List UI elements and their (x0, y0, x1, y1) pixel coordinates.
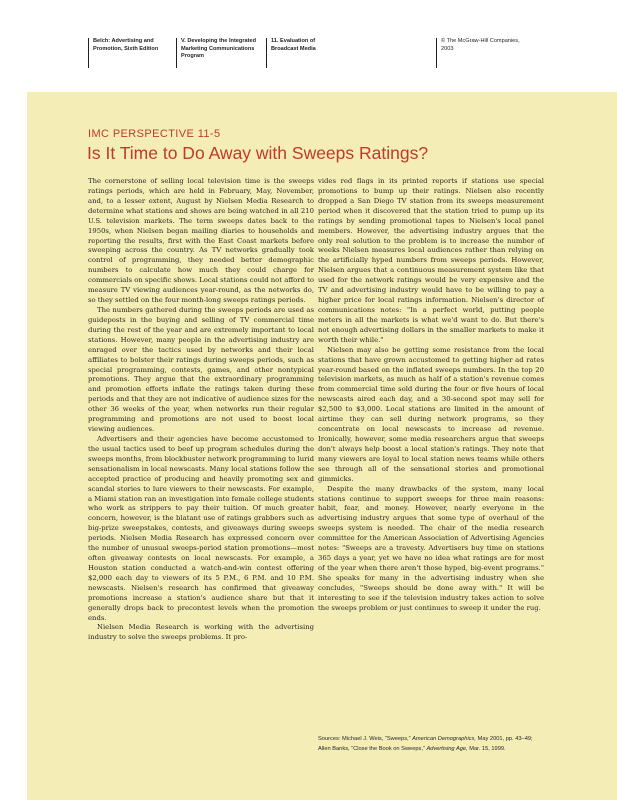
source-1-details: May 2001, pp. 43–49; Allen Banks, “Close the Book on Sweeps,” (318, 736, 533, 752)
article-paragraph: The cornerstone of selling local television time is the sweeps ratings periods, which are held in February, May, November, and, to a lesser extent, August by Nielsen Media Research to determine what stations and shows are being watched in all 210 U.S. television markets. The term sweeps dates back to the 1950s, when Nielsen began mailing diaries to households and reporting the results, first with the East Coast markets before sweeping across the country. As TV networks gradually took control of programming, they needed better demographic numbers to calculate how much they could charge for commercials on specific shows. Local stations could not afford to measure TV viewing audiences year-round, as the networks do, so they settled on the four month-long sweeps ratings periods. (88, 177, 314, 305)
article-column-left (88, 177, 314, 643)
article-paragraph: Despite the many drawbacks of the system, many local stations continue to support sweeps for three main reasons: habit, fear, and money. However, nearly everyone in the advertising industry argues that some type of overhaul of the sweeps system is needed. The chair of the media research committee for the American Association of Advertising Agencies notes: "Sweeps are a travesty. Advertisers buy time on stations 365 days a year, yet we have no idea what ratings are for most of the year when there aren't those hyped, big-event programs." She speaks for many in the advertising industry when she concludes, "Sweeps should be done away with." It will be interesting to see if the television industry takes action to solve the sweeps problem or just continues to sweep it under the rug. (318, 484, 544, 612)
article-paragraph: vides red flags in its printed reports if stations use special promotions to bump up their ratings. Nielsen also recently dropped a San Diego TV station from its sweeps measurement period when it discovered that the station tried to pump up its ratings by sending promotional tapes to Nielsen's local panel members. However, the advertising industry argues that the only real solution to the problem is to increase the number of weeks Nielsen measures local audiences rather than relying on the artificially hyped numbers from sweeps periods. However, Nielsen argues that a continuous measurement system like that used for the network ratings would be very expensive and the TV and advertising industry would have to be willing to pay a higher price for local ratings information. Nielsen's director of communications notes: "In a perfect world, putting people meters in all the markets is what we'd want to do. But there's not enough advertising dollars in the smaller markets to make it worth their while." (318, 177, 544, 344)
header-copyright: © The McGraw-Hill Companies, 2003 (436, 38, 532, 68)
header-part: V. Developing the Integrated Marketing Communications Program (176, 38, 266, 68)
running-header (88, 38, 532, 68)
article-column-right (318, 177, 544, 614)
article-paragraph: Nielsen Media Research is working with the advertising industry to solve the sweeps problems. It pro- (88, 623, 314, 642)
sources-note (318, 735, 544, 754)
source-2-details: Mar. 15, 1999. (469, 745, 506, 752)
header-chapter: 11. Evaluation of Broadcast Media (266, 38, 344, 68)
source-1-author: Michael J. Weis, “Sweeps,” (342, 736, 411, 742)
article-paragraph: The numbers gathered during the sweeps periods are used as guideposts in the buying and selling of TV commercial time during the rest of the year and are extremely important to local stations. However, many people in the advertising industry are enraged over the tactics used by networks and their local affiliates to bolster their ratings during sweeps periods, such as special programming, contests, games, and other nontypical promotions. They argue that the extraordinary programming and promotion efforts inflate the ratings taken during these periods and that they are not indicative of audience sizes for the other 36 weeks of the year, when networks run their regular programming and promotions are not used to boost local viewing audiences. (88, 305, 314, 434)
sources-label: Sources: (318, 736, 341, 742)
article-paragraph: Nielsen may also be getting some resistance from the local stations that have grown accustomed to getting higher ad rates year-round based on the inflated sweeps numbers. In the top 20 television markets, as much as half of a station's revenue comes from commercial time sold during the four or five hours of local newscasts aired each day, and a 30-second spot may sell for $2,500 to $3,000. Local stations are limited in the amount of airtime they can sell during network programs, so they concentrate on local newscasts to increase ad revenue. Ironically, however, some media researchers argue that sweeps don't always help boost a local station's ratings. They note that many viewers are loyal to local station news teams while others see through all of the sensational stories and promotional gimmicks. (318, 345, 544, 483)
article-paragraph: Advertisers and their agencies have become accustomed to the usual tactics used to beef up program schedules during the sweeps months, from blockbuster network programming to lurid sensationalism in local newscasts. Many local stations follow the accepted practice of producing and heavily promoting sex and scandal stories to lure viewers to their newscasts. For example, a Miami station ran an investigation into female college students who work as strippers to pay their tuition. Of much greater concern, however, is the blatant use of ratings grabbers such as big-prize sweepstakes, contests, and giveaways during sweeps periods. Nielsen Media Research has expressed concern over the number of unusual sweeps-period station promotions—most often giveaway contests on local newscasts. For example, a Houston station conducted a watch-and-win contest offering $2,000 each day to viewers of its 5 P.M., 6 P.M. and 10 P.M. newscasts. Nielsen's research has confirmed that giveaway promotions increase a station's audience share but that it generally drops back to precontest levels when the promotion ends. (88, 434, 315, 622)
header-book-title: Belch: Advertising and Promotion, Sixth Edition (88, 38, 176, 68)
perspective-label: IMC PERSPECTIVE 11-5 (88, 128, 221, 140)
source-2-publication: Advertising Age, (426, 745, 468, 752)
perspective-title: Is It Time to Do Away with Sweeps Ratings? (87, 143, 429, 163)
source-1-publication: American Demographics, (412, 736, 476, 742)
